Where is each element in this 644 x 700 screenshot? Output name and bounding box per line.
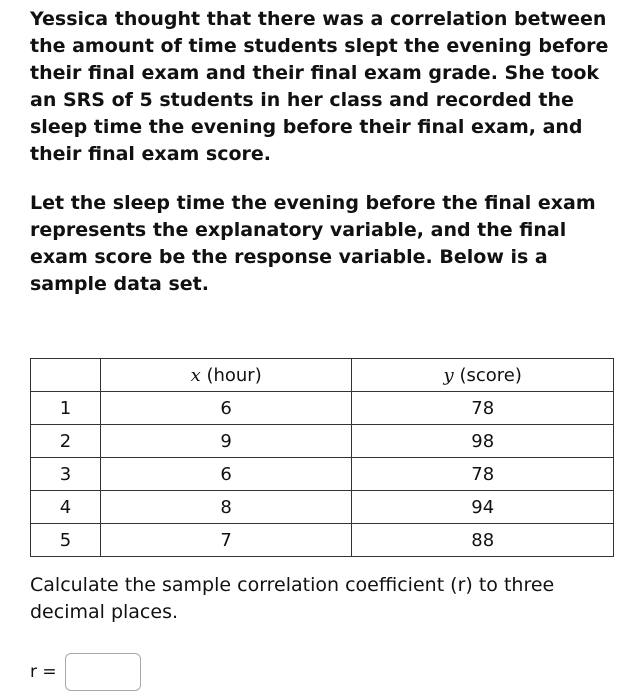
correlation-answer-input[interactable] [65,653,141,691]
row-index: 2 [31,425,101,458]
y-unit: (score) [453,364,522,386]
y-value: 78 [352,458,614,491]
question-text: Calculate the sample correlation coefficient (r) to three decimal places. [30,574,555,623]
x-value: 9 [100,425,352,458]
problem-paragraph-intro: Yessica thought that there was a correlation between the amount of time students slept the evening before their final exam and their final exam grade. She took an SRS of 5 students in her class and recorded the sleep time the evening before their final exam, and their final exam score. [30,8,609,165]
header-y-cell [352,359,614,392]
x-value: 8 [100,491,352,524]
problem-paragraph-variables: Let the sleep time the evening before the final exam represents the explanatory variable, and the final exam score be the response variable. Below is a sample data set. [30,192,596,295]
table-row [31,425,614,458]
y-value: 98 [352,425,614,458]
row-index: 4 [31,491,101,524]
row-index: 3 [31,458,101,491]
table-row [31,458,614,491]
x-variable: x [190,364,201,386]
row-index: 5 [31,524,101,557]
y-value: 94 [352,491,614,524]
table-row [31,524,614,557]
y-value: 88 [352,524,614,557]
header-x-cell [100,359,352,392]
header-index-cell [31,359,101,392]
sample-data-table [30,358,614,557]
x-value: 6 [100,458,352,491]
answer-row [30,650,141,694]
y-value: 78 [352,392,614,425]
x-value: 7 [100,524,352,557]
table-row [31,491,614,524]
x-unit: (hour) [200,364,262,386]
table-header-row [31,359,614,392]
row-index: 1 [31,392,101,425]
table-row [31,392,614,425]
answer-label: r = [30,662,57,682]
y-variable: y [443,364,454,386]
x-value: 6 [100,392,352,425]
